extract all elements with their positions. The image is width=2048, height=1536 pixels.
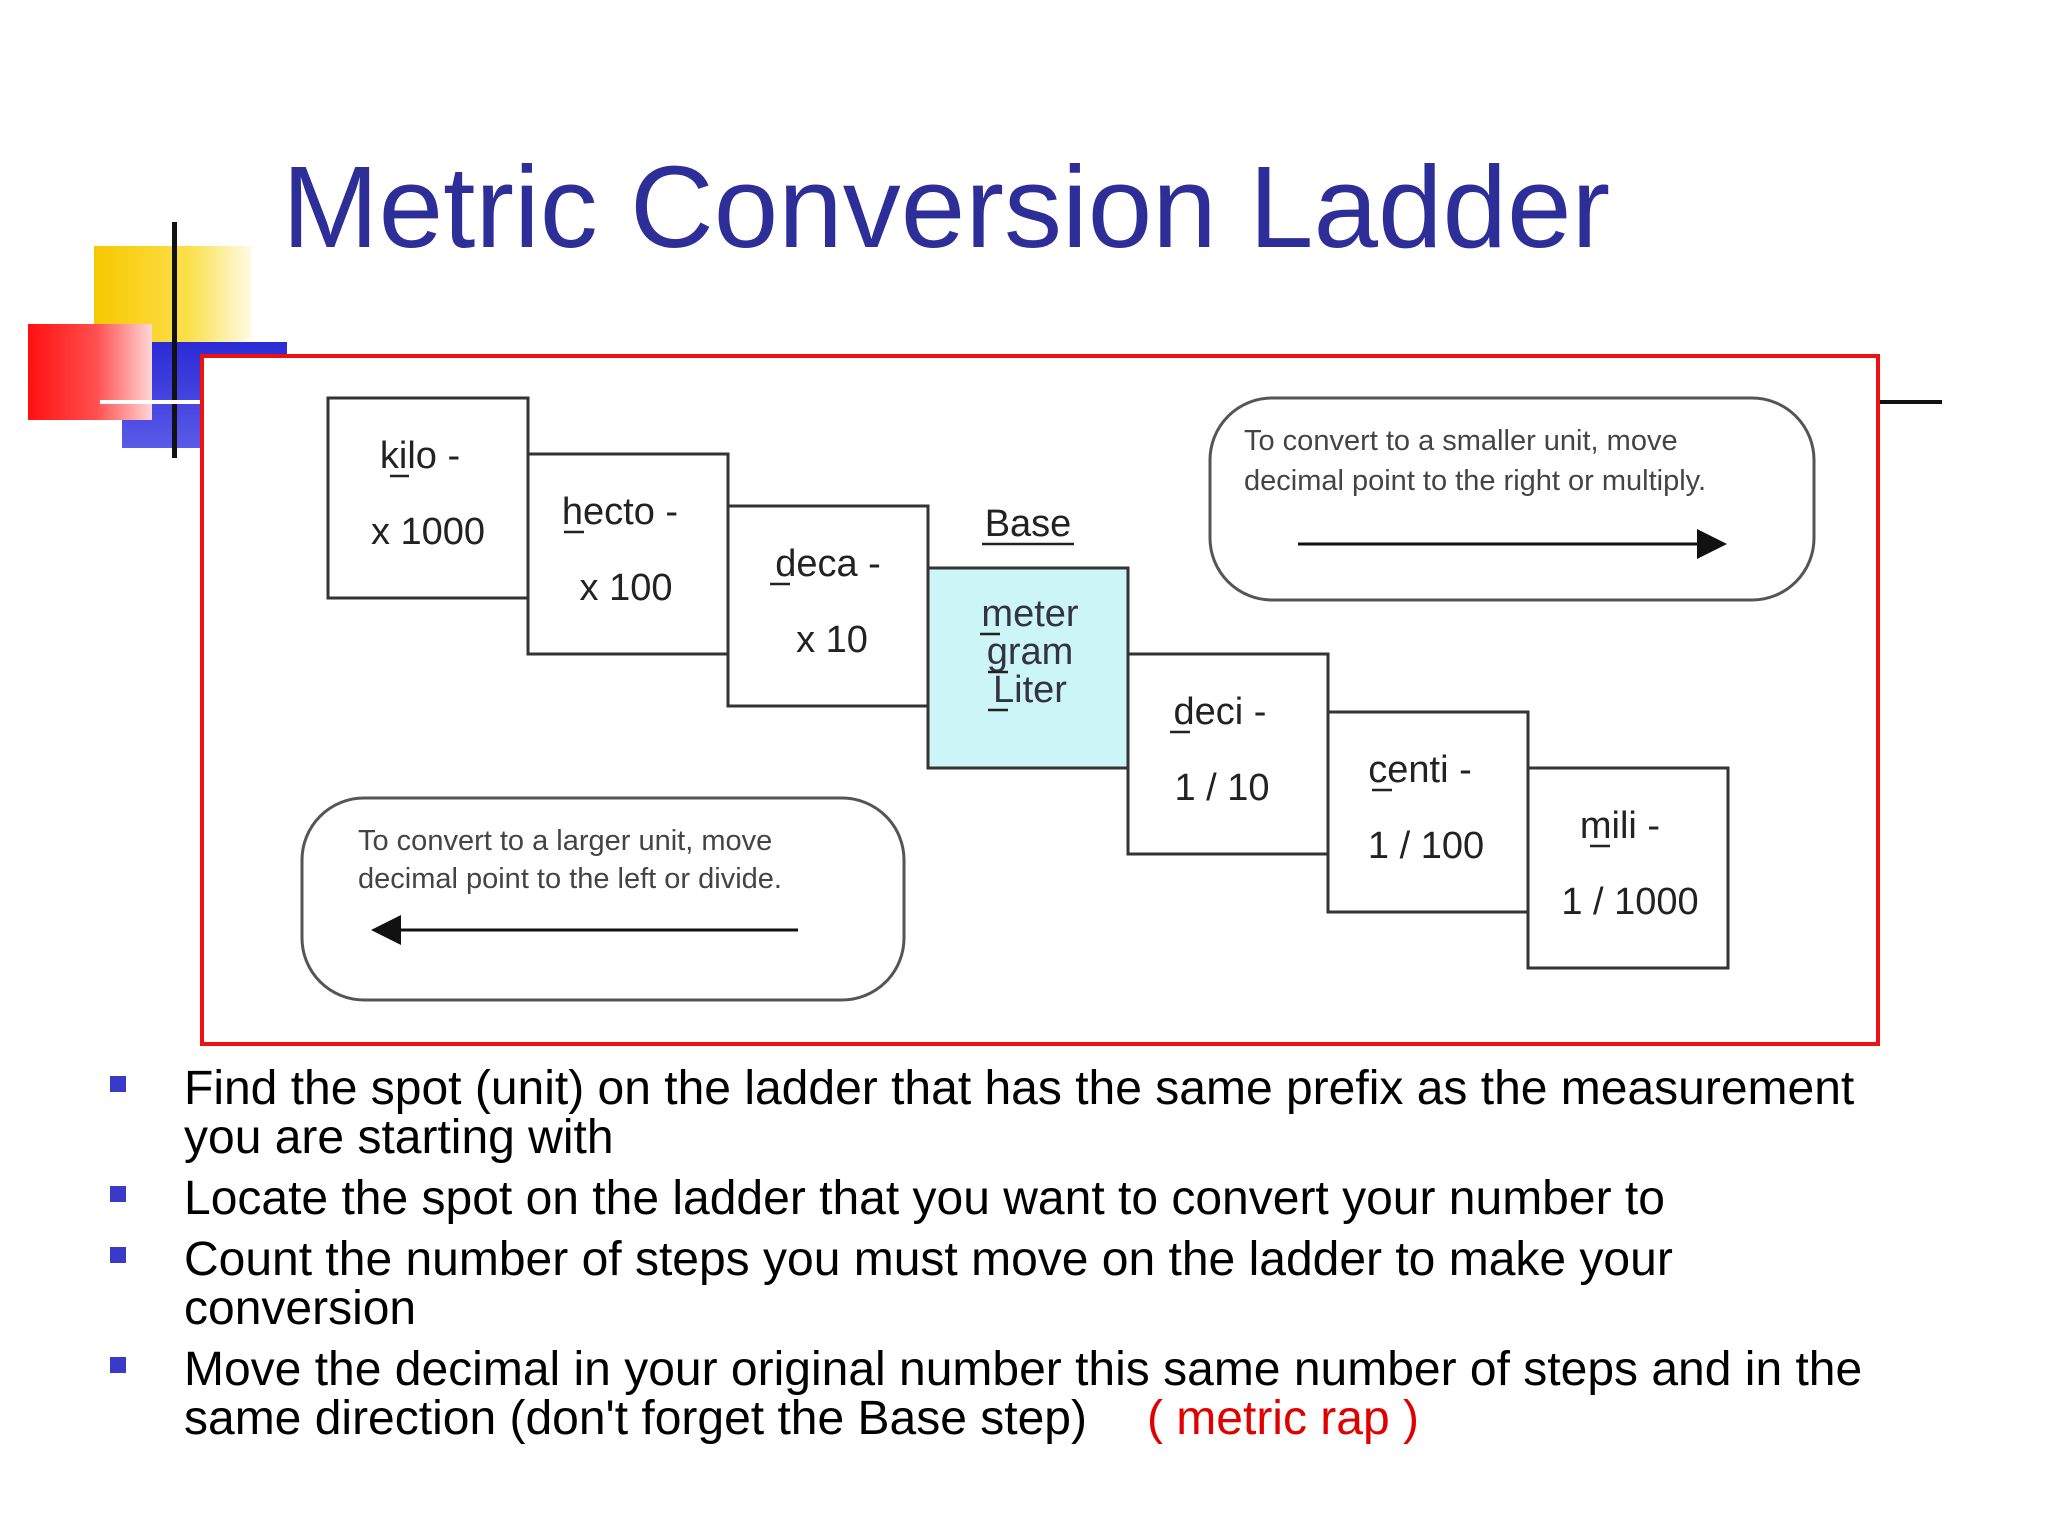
decorative-white-line	[100, 400, 200, 404]
bullet-text-line1: Move the decimal in your original number this same number of steps and in the	[184, 1343, 1863, 1396]
bullet-square-icon	[110, 1357, 126, 1373]
bullet-text-line2: same direction (don't forget the Base step)	[184, 1392, 1087, 1445]
note-convert-larger	[302, 798, 904, 1000]
step-prefix: kilo -	[379, 435, 461, 477]
bullet-text-line2: conversion	[184, 1282, 417, 1335]
bullet-square-icon	[110, 1076, 126, 1092]
ladder-diagram-frame	[200, 354, 1880, 1046]
ladder-step-deci	[1128, 654, 1328, 854]
base-unit: Liter	[993, 669, 1067, 711]
note-smaller-line1: To convert to a smaller unit, move	[1244, 425, 1678, 457]
ladder-step-deca	[728, 506, 928, 706]
base-label: Base	[984, 503, 1072, 545]
step-prefix: centi -	[1368, 749, 1472, 791]
list-item	[108, 1064, 2008, 1162]
note-smaller-line2: decimal point to the right or multiply.	[1244, 465, 1707, 497]
list-item	[108, 1235, 2008, 1333]
base-unit: meter	[981, 593, 1079, 635]
step-prefix: mili -	[1579, 805, 1661, 847]
ladder-step-mili	[1528, 768, 1728, 968]
step-prefix: hecto -	[561, 491, 679, 533]
bullet-square-icon	[110, 1247, 126, 1263]
step-factor: 1 / 10	[1174, 767, 1270, 809]
note-convert-smaller	[1210, 398, 1814, 600]
ladder-step-hecto	[528, 454, 728, 654]
decorative-horizontal-line	[1880, 400, 1942, 404]
step-factor: x 10	[796, 619, 868, 661]
step-factor: x 100	[579, 567, 673, 609]
decorative-red-square	[28, 324, 152, 420]
ladder-step-centi	[1328, 712, 1528, 912]
step-prefix: deci -	[1173, 691, 1267, 733]
step-factor: 1 / 100	[1367, 825, 1485, 867]
list-item	[108, 1174, 2008, 1223]
bullet-text-line1: Find the spot (unit) on the ladder that has the same prefix as the measurement	[184, 1062, 1855, 1115]
instruction-list	[108, 1064, 2008, 1455]
bullet-text-line1: Count the number of steps you must move on the ladder to make your	[184, 1233, 1673, 1286]
note-larger-line1: To convert to a larger unit, move	[358, 825, 773, 857]
metric-rap-link[interactable]: ( metric rap )	[1146, 1392, 1419, 1445]
ladder-diagram	[204, 358, 1876, 1042]
step-factor: 1 / 1000	[1561, 881, 1699, 923]
note-larger-line2: decimal point to the left or divide.	[358, 863, 782, 895]
step-prefix: deca -	[775, 543, 881, 585]
decorative-vertical-line	[172, 222, 177, 458]
ladder-step-base	[928, 503, 1128, 768]
bullet-text-line1: Locate the spot on the ladder that you want to convert your number to	[184, 1172, 1665, 1225]
slide-title: Metric Conversion Ladder	[282, 142, 1611, 272]
base-unit: gram	[986, 631, 1074, 673]
step-factor: x 1000	[370, 511, 486, 553]
ladder-step-kilo	[328, 398, 528, 598]
list-item	[108, 1345, 2008, 1443]
bullet-text-line2: you are starting with	[184, 1111, 614, 1164]
bullet-square-icon	[110, 1186, 126, 1202]
